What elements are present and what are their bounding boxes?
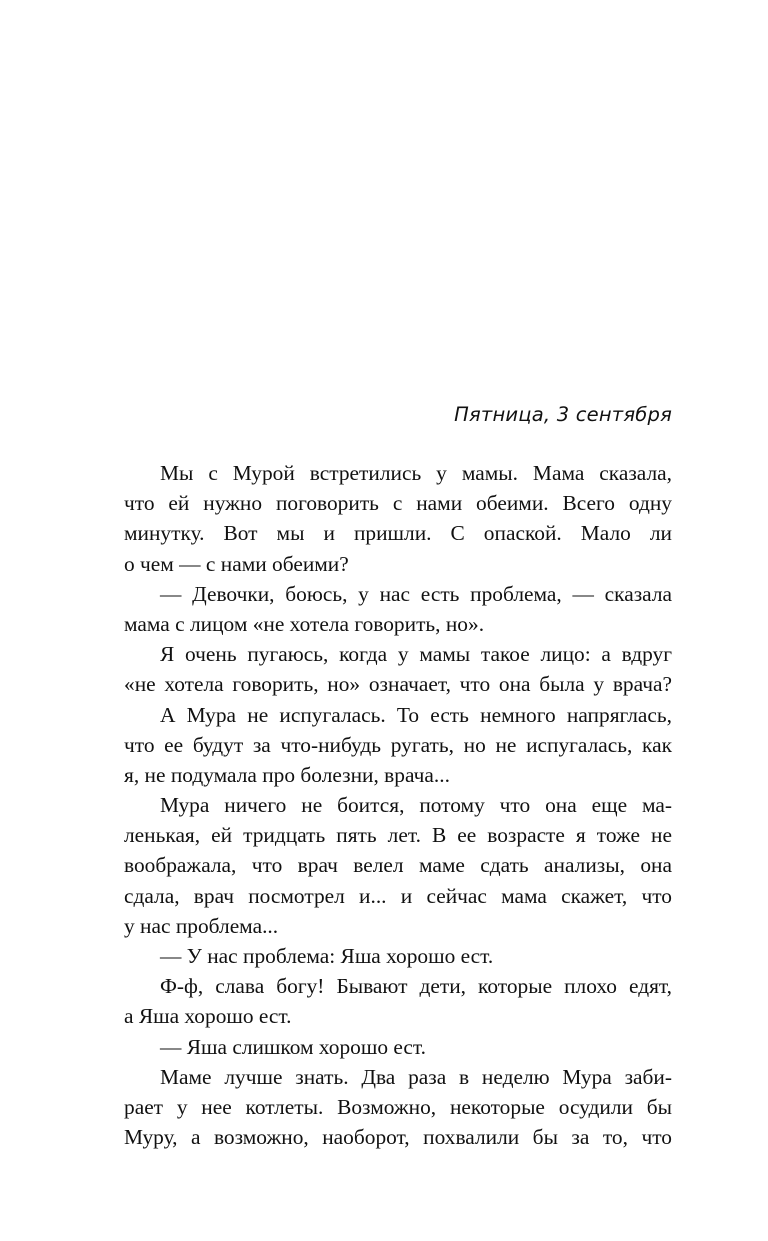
text-line: — Девочки, боюсь, у нас есть проблема, — сказала: [160, 581, 672, 606]
text-line: рает у нее котлеты. Возможно, некоторые осудили бы: [124, 1094, 672, 1119]
text-line: — Яша слишком хорошо ест.: [160, 1034, 426, 1059]
text-line: минутку. Вот мы и пришли. С опаской. Мало ли: [124, 521, 672, 546]
text-line: я, не подумала про болезни, врача...: [124, 762, 450, 787]
text-line: ленькая, ей тридцать пять лет. В ее возрасте я тоже не: [124, 823, 672, 848]
text-line: мама с лицом «не хотела говорить, но».: [124, 611, 485, 636]
text-line: Мура ничего не боится, потому что она еще ма-: [160, 793, 672, 818]
text-line: сдала, врач посмотрел и... и сейчас мама скажет, что: [124, 883, 672, 908]
text-line: А Мура не испугалась. То есть немного напряглась,: [160, 702, 672, 727]
text-line: Муру, а возможно, наоборот, похвалили бы за то, что: [124, 1125, 672, 1150]
text-line: — У нас проблема: Яша хорошо ест.: [160, 944, 494, 968]
text-line: о чем — с нами обеими?: [124, 551, 349, 576]
chapter-date-heading: Пятница, 3 сентября: [454, 403, 672, 426]
text-line: Я очень пугаюсь, когда у мамы такое лицо: а вдруг: [160, 642, 672, 667]
body-text: [124, 458, 672, 1152]
text-line: что ей нужно поговорить с нами обеими. Всего одну: [124, 491, 672, 516]
text-line: воображала, что врач велел маме сдать анализы, она: [124, 853, 672, 878]
text-line: «не хотела говорить, но» означает, что она была у врача?: [124, 672, 672, 697]
text-line: а Яша хорошо ест.: [124, 1004, 292, 1029]
text-line: у нас проблема...: [124, 913, 279, 938]
text-line: Ф-ф, слава богу! Бывают дети, которые плохо едят,: [160, 974, 672, 999]
text-line: что ее будут за что-нибудь ругать, но не испугалась, как: [124, 732, 672, 757]
text-line: Маме лучше знать. Два раза в неделю Мура заби-: [160, 1064, 672, 1089]
text-line: Мы с Мурой встретились у мамы. Мама сказала,: [160, 461, 672, 485]
